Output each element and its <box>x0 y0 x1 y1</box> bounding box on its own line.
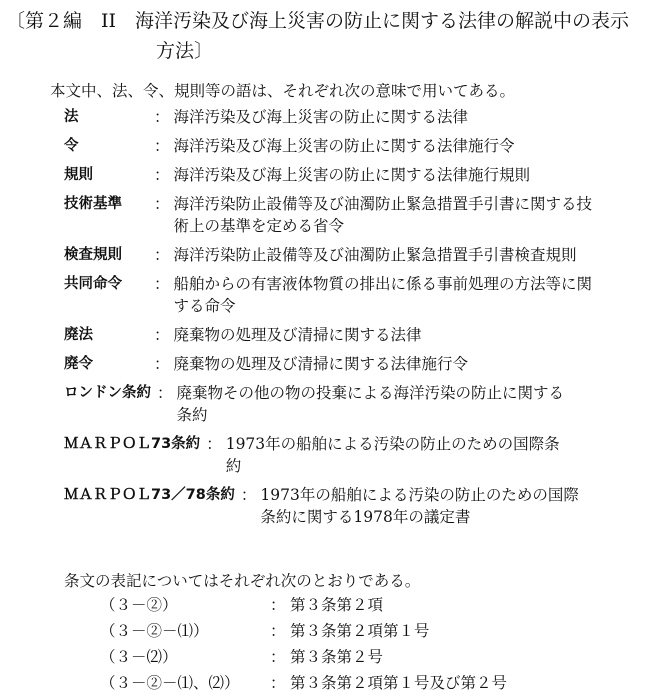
definition-term: ＭＡＲＰＯＬ73条約 <box>64 436 201 452</box>
definition-separator: ： <box>154 108 170 126</box>
definition-list <box>64 106 644 535</box>
intro-text: 本文中、法、令、規則等の語は、それぞれ次の意味で用いてある。 <box>50 82 516 100</box>
notation-separator: ： <box>270 596 286 614</box>
definition-separator: ： <box>154 355 170 373</box>
definition-item <box>64 106 644 128</box>
notation-separator: ： <box>270 674 286 692</box>
definition-description: 海洋汚染防止設備等及び油濁防止緊急措置手引書に関する技術上の基準を定める省令 <box>173 195 593 235</box>
definition-separator: ： <box>154 326 170 344</box>
definition-description: 海洋汚染及び海上災害の防止に関する法律 <box>173 108 469 126</box>
definition-term: ロンドン条約 <box>64 385 151 401</box>
definition-description: 1973年の船舶による汚染の防止のための国際条約に関する1978年の議定書 <box>260 486 579 526</box>
definition-separator: ： <box>154 246 170 264</box>
definition-description: 廃棄物の処理及び清掃に関する法律施行令 <box>173 355 469 373</box>
notation-meaning: 第３条第２項 <box>290 596 384 614</box>
definition-separator: ： <box>206 435 222 453</box>
notation-code: （３－⑵） <box>100 648 178 666</box>
definition-separator: ： <box>154 275 170 293</box>
definition-description: 1973年の船舶による汚染の防止のための国際条約 <box>225 435 560 475</box>
notation-code: （３－②） <box>100 596 178 614</box>
definition-description: 船舶からの有害液体物質の排出に係る事前処理の方法等に関する命令 <box>173 275 593 315</box>
definition-separator: ： <box>157 384 173 402</box>
definition-separator: ： <box>240 486 257 504</box>
definition-description: 廃棄物の処理及び清掃に関する法律 <box>173 326 422 344</box>
definition-separator: ： <box>154 137 170 155</box>
notation-meaning: 第３条第２号 <box>290 648 384 666</box>
definition-item <box>64 353 644 375</box>
section-heading <box>6 6 646 66</box>
definition-description: 海洋汚染及び海上災害の防止に関する法律施行規則 <box>173 166 531 184</box>
definition-term: 共同命令 <box>64 276 122 292</box>
notation-intro: 条文の表記についてはそれぞれ次のとおりである。 <box>64 572 421 590</box>
notation-code: （３－②－⑴、⑵） <box>100 674 240 692</box>
definition-term: 検査規則 <box>64 247 122 263</box>
notation-separator: ： <box>270 648 286 666</box>
definition-term: 廃令 <box>64 356 93 372</box>
notation-row <box>100 620 600 642</box>
definition-item <box>64 244 644 266</box>
definition-term: 法 <box>64 109 79 125</box>
notation-separator: ： <box>270 622 286 640</box>
definition-term: ＭＡＲＰＯＬ73／78条約 <box>64 487 235 503</box>
definition-description: 海洋汚染及び海上災害の防止に関する法律施行令 <box>173 137 515 155</box>
notation-code: （３－②－⑴） <box>100 622 209 640</box>
definition-term: 廃法 <box>64 327 93 343</box>
notation-meaning: 第３条第２項第１号及び第２号 <box>290 674 508 692</box>
definition-separator: ： <box>154 166 170 184</box>
definition-term: 令 <box>64 138 79 154</box>
section-heading-line-2: 方法〕 <box>156 40 214 62</box>
notation-row <box>100 672 600 694</box>
definition-item <box>64 273 644 317</box>
definition-description: 廃棄物その他の物の投棄による海洋汚染の防止に関する条約 <box>176 384 565 424</box>
definition-item <box>64 382 644 426</box>
definition-term: 規則 <box>64 167 93 183</box>
definition-item <box>64 135 644 157</box>
notation-row <box>100 646 600 668</box>
notation-meaning: 第３条第２項第１号 <box>290 622 430 640</box>
definition-item <box>64 433 644 477</box>
definition-separator: ： <box>154 195 170 213</box>
definition-item <box>64 193 644 237</box>
notation-row <box>100 594 600 616</box>
definition-description: 海洋汚染防止設備等及び油濁防止緊急措置手引書検査規則 <box>173 246 577 264</box>
definition-item <box>64 324 644 346</box>
definition-item <box>64 484 644 528</box>
section-heading-line-1: 〔第２編 II 海洋汚染及び海上災害の防止に関する法律の解説中の表示 <box>6 10 630 32</box>
notation-table <box>100 594 600 698</box>
definition-item <box>64 164 644 186</box>
definition-term: 技術基準 <box>64 196 122 212</box>
